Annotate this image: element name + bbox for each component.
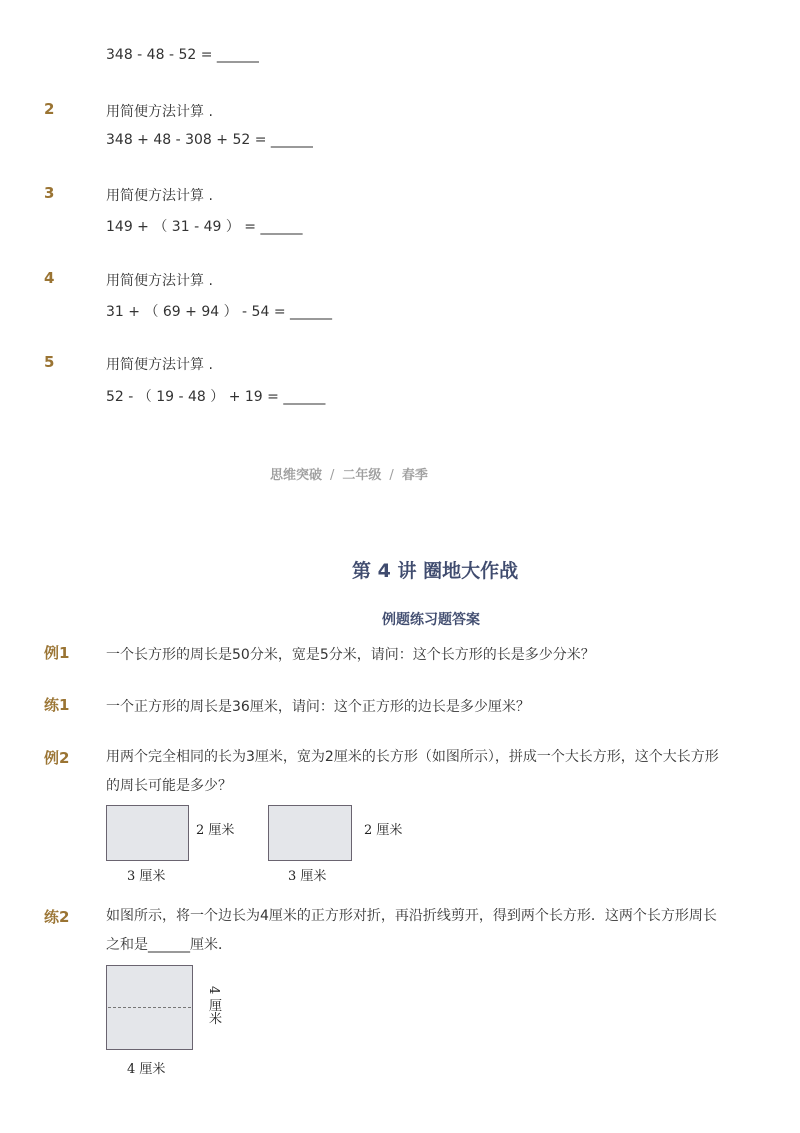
footer-grade: 二年级 [342,468,382,483]
example-1-text: 一个长方形的周长是50分米，宽是5分米，请问：这个长方形的长是多少分米？ [106,647,595,663]
practice-2-text: 如图所示，将一个边长为4厘米的正方形对折，再沿折线剪开，得到两个长方形．这两个长方形周长之和是______厘米． [106,908,717,953]
example-2-text: 用两个完全相同的长为3厘米，宽为2厘米的长方形（如图所示），拼成一个大长方形，这个大长方形的周长可能是多少？ [106,749,719,794]
footer-series: 思维突破 [270,468,323,483]
square-side-label: 4 厘米 [206,986,221,1025]
rect-left-height-label: 2 厘米 [196,823,235,838]
problem-2-prompt: 用简便方法计算 . [106,104,213,120]
problem-4-number: 4 [44,269,55,287]
problem-5-number: 5 [44,353,55,371]
rect-right-width-label: 3 厘米 [288,869,327,884]
footer-separator: / [389,468,394,483]
practice-2-label: 练2 [44,908,70,926]
problem-3-expression: 149 + （ 31 - 49 ） = ______ [106,219,303,235]
example-2-label: 例2 [44,749,70,767]
rectangle-figure-left [106,805,189,861]
problem-5-prompt: 用简便方法计算 . [106,357,213,373]
problem-2-expression: 348 + 48 - 308 + 52 = ______ [106,132,313,148]
footer-separator: / [330,468,335,483]
practice-1-label: 练1 [44,696,70,714]
problem-1-expression: 348 - 48 - 52 = ______ [106,47,259,63]
lecture-subtitle: 例题练习题答案 [382,612,480,628]
problem-4-prompt: 用简便方法计算 . [106,273,213,289]
square-bottom-label: 4 厘米 [127,1062,166,1077]
rect-right-height-label: 2 厘米 [364,823,403,838]
problem-5-expression: 52 - （ 19 - 48 ） + 19 = ______ [106,389,326,405]
fold-line [108,1007,191,1008]
page-footer [270,464,428,483]
problem-2-number: 2 [44,100,55,118]
footer-term: 春季 [401,468,428,483]
problem-4-expression: 31 + （ 69 + 94 ） - 54 = ______ [106,304,333,320]
problem-3-number: 3 [44,184,55,202]
practice-1-text: 一个正方形的周长是36厘米，请问：这个正方形的边长是多少厘米？ [106,699,530,715]
example-1-label: 例1 [44,644,70,662]
problem-3-prompt: 用简便方法计算 . [106,188,213,204]
rectangle-figure-right [268,805,352,861]
lecture-title: 第 4 讲 圈地大作战 [352,560,519,582]
rect-left-width-label: 3 厘米 [127,869,166,884]
